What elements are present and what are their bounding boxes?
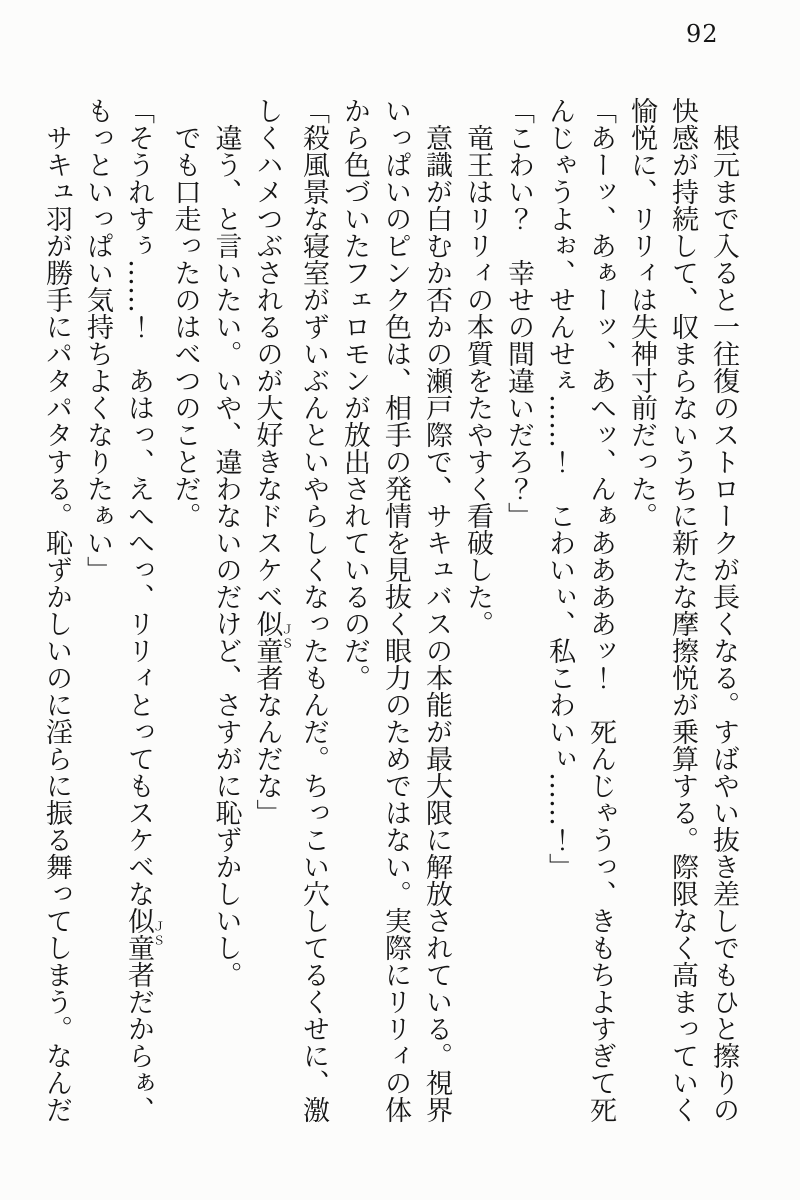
text-line [662, 97, 703, 1131]
text-run: サキュ羽が勝手にパタパタする。恥ずかしいのに淫らに振る舞ってしまう。なんだ [41, 124, 72, 1123]
text-run: でも口走ったのはべつのことだ。 [169, 124, 201, 529]
text-line [539, 97, 580, 1131]
text-line [334, 97, 375, 1131]
page-number: 92 [686, 20, 719, 48]
text-run: 「こわい？ 幸せの間違いだろ？」 [503, 97, 534, 529]
text-run: いっぱいのピンク色は、相手の発情を見抜く眼力のためではない。実際にリリィの体 [380, 97, 411, 1123]
text-run: 根元まで入ると一往復のストロークが長くなる。すばやい抜き差しでもひと擦りの [708, 124, 739, 1123]
text-run: 者だからぁ、 [123, 961, 154, 1123]
text-run: 快感が持続して、収まらないうちに新たな摩擦悦が乗算する。際限なく高まっていく [667, 97, 698, 1123]
text-line [621, 97, 662, 1131]
text-run: しくハメつぶされるのが大好きなドスケベ [251, 97, 283, 610]
text-line [118, 97, 165, 1131]
text-line [165, 97, 206, 1131]
text-line [206, 97, 247, 1131]
ruby-annotated-word: 似童ＪＳ [123, 907, 166, 961]
text-run: 意識が白むか否かの瀬戸際で、サキュバスの本能が最大限に解放されている。視界 [421, 124, 452, 1123]
text-line [77, 97, 118, 1131]
text-run: 者なんだな」 [251, 664, 283, 826]
text-run: 「そうれすぅ……！ あはっ、えへへっ、リリィとってもスケベな [123, 97, 154, 907]
ruby-text: ＪＳ [151, 907, 166, 961]
text-line [36, 97, 77, 1131]
text-run: 愉悦に、リリィは失神寸前だった。 [626, 97, 657, 529]
text-line [293, 97, 334, 1131]
text-line [416, 97, 457, 1131]
vertical-text-block [41, 97, 744, 1131]
text-line [247, 97, 294, 1131]
text-run: 「あーッ、あぁーッ、あへッ、んぁああああッ！ 死んじゃうっ、きもちよすぎて死 [585, 97, 616, 1123]
text-line [498, 97, 539, 1131]
text-run: から色づいたフェロモンが放出されているのだ。 [339, 97, 370, 691]
text-line [580, 97, 621, 1131]
text-run: 違う、と言いたい。いや、違わないのだけど、さすがに恥ずかしいし。 [210, 124, 242, 988]
text-line [703, 97, 744, 1131]
text-run: もっといっぱい気持ちよくなりたぁい」 [82, 97, 113, 583]
ruby-text: ＪＳ [280, 610, 294, 664]
text-line [457, 97, 498, 1131]
ruby-annotated-word: 似童ＪＳ [251, 610, 294, 664]
text-line [375, 97, 416, 1131]
text-run: 「殺風景な寝室がずいぶんといやらしくなったもんだ。ちっこい穴してるくせに、激 [298, 97, 329, 1123]
text-run: 竜王はリリィの本質をたやすく看破した。 [462, 124, 493, 637]
text-run: んじゃうよぉ、せんせぇ……！ こわいぃ、私こわいぃ……！」 [544, 97, 575, 880]
